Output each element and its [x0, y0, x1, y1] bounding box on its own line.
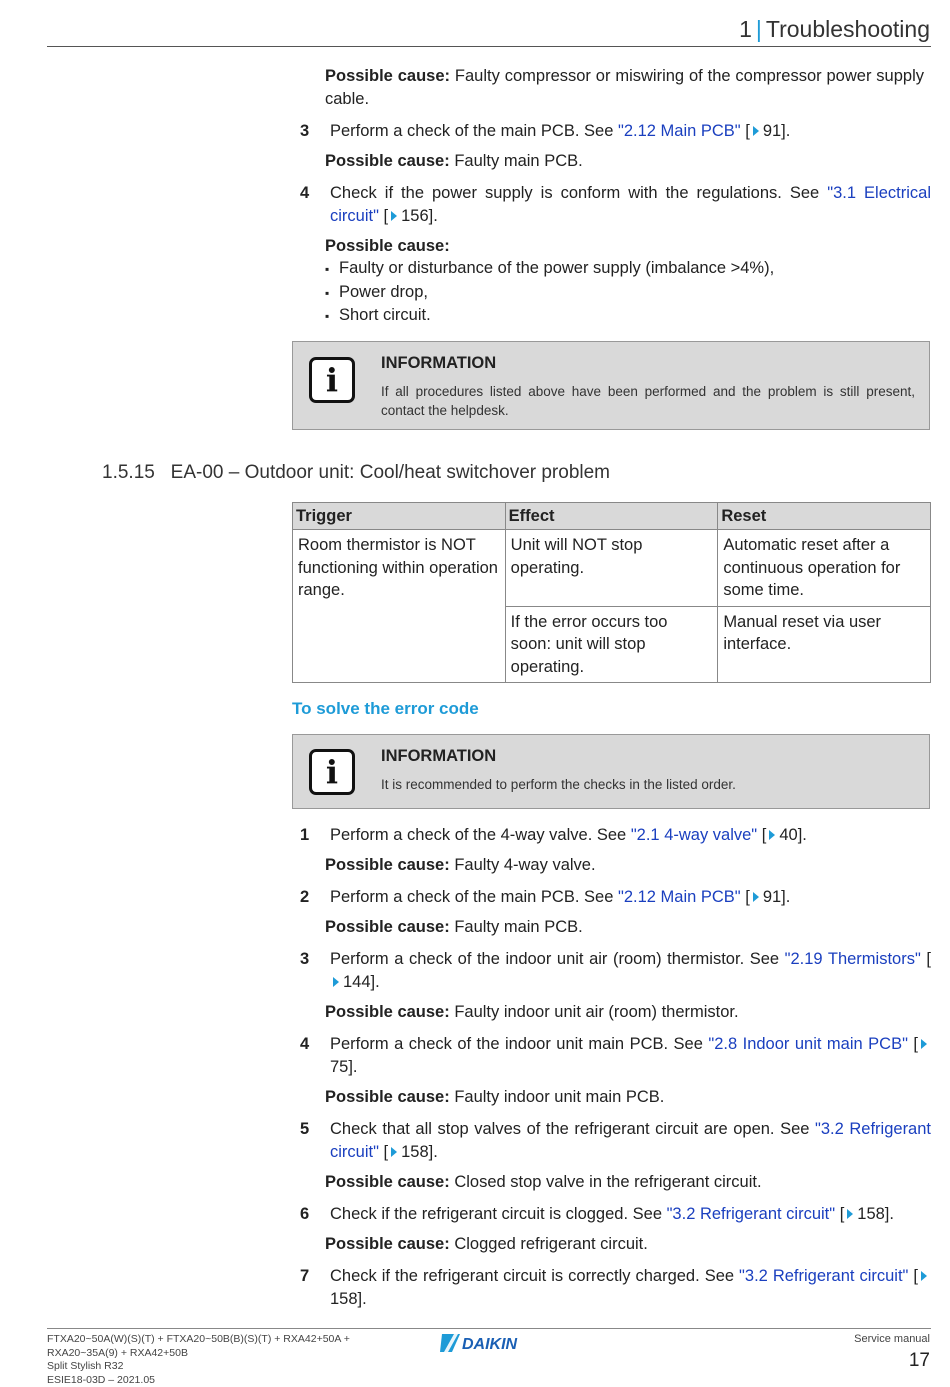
info-title: INFORMATION	[381, 747, 497, 765]
step-text: Perform a check of the indoor unit main PCB. See "2.8 Indoor unit main PCB" [75].	[330, 1033, 931, 1078]
page-arrow-icon	[753, 126, 759, 136]
step-text: Check if the refrigerant circuit is correctly charged. See "3.2 Refrigerant circuit" [158].	[330, 1265, 931, 1310]
page-arrow-icon	[391, 1147, 397, 1157]
header-rule	[47, 46, 931, 47]
column-header: Reset	[718, 503, 931, 530]
page-ref: 91].	[762, 122, 791, 140]
chapter-title: Troubleshooting	[765, 16, 930, 42]
possible-cause	[325, 916, 583, 939]
cause-text: Faulty indoor unit main PCB.	[454, 1088, 665, 1106]
cause-label: Possible cause:	[325, 856, 450, 874]
page-header	[739, 16, 930, 43]
page-ref: 158].	[401, 1142, 438, 1161]
cause-label: Possible cause:	[325, 1003, 450, 1021]
step-text: Check that all stop valves of the refrigerant circuit are open. See "3.2 Refrigerant circuit" [ 158].	[330, 1120, 931, 1161]
cause-text: Closed stop valve in the refrigerant circuit.	[454, 1173, 762, 1191]
step-number: 5	[300, 1120, 310, 1138]
footer-rule	[47, 1328, 931, 1329]
step-number: 4	[300, 184, 310, 202]
list-item: ▪ Power drop,	[325, 281, 774, 305]
section-heading	[102, 462, 610, 484]
cause-label: Possible cause:	[325, 1088, 450, 1106]
section-title: EA-00 – Outdoor unit: Cool/heat switchover problem	[170, 462, 611, 483]
cause-list	[325, 257, 774, 328]
trigger-effect-reset-table	[292, 502, 931, 683]
section-number: 1.5.15	[102, 462, 155, 483]
cause-label: Possible cause:	[325, 1235, 450, 1253]
page-number: 17	[908, 1350, 930, 1371]
cause-label: Possible cause:	[325, 918, 450, 936]
footer-doc-id: ESIE18-03D – 2021.05	[47, 1373, 155, 1386]
link-refrigerant-circuit[interactable]: "3.2 Refrigerant circuit"	[666, 1205, 836, 1223]
page-arrow-icon	[391, 211, 397, 221]
step-text-main: Perform a check of the indoor unit main PCB. See	[330, 1035, 709, 1053]
table-cell: Automatic reset after a continuous operation for some time.	[718, 530, 931, 607]
table-cell: Unit will NOT stop operating.	[505, 530, 718, 607]
step-number: 3	[300, 950, 310, 968]
step-number: 6	[300, 1205, 310, 1223]
possible-cause	[325, 854, 596, 877]
step-text: Perform a check of the main PCB. See "2.12 Main PCB" [ 91].	[330, 122, 791, 140]
chapter-number: 1	[739, 16, 752, 42]
step-text-main: Check if the refrigerant circuit is clogged. See	[330, 1205, 667, 1223]
information-box	[292, 341, 930, 430]
link-4way-valve[interactable]: "2.1 4-way valve"	[630, 826, 758, 844]
step-text-main: Check that all stop valves of the refrigerant circuit are open. See	[330, 1120, 816, 1138]
cause-text: Faulty compressor or miswiring of the compressor power supply cable.	[325, 67, 925, 108]
page-arrow-icon	[921, 1039, 927, 1049]
cause-text: Faulty indoor unit air (room) thermistor.	[454, 1003, 739, 1021]
step-text: Perform a check of the 4-way valve. See "2.1 4-way valve" [ 40].	[330, 826, 807, 844]
daikin-logo	[440, 1332, 540, 1354]
step-text-main: Perform a check of the main PCB. See	[330, 122, 618, 140]
table-row	[293, 530, 931, 607]
step-text-main: Check if the power supply is conform with the regulations. See	[330, 184, 828, 202]
footer-models-line: RXA20~35A(9) + RXA42+50B	[47, 1346, 188, 1359]
cause-label: Possible cause:	[325, 67, 451, 85]
link-electrical-circuit[interactable]: "3.1 Electrical circuit"	[330, 184, 931, 225]
list-item: ▪ Faulty or disturbance of the power supply (imbalance >4%),	[325, 257, 774, 281]
footer-manual: Service manual	[854, 1333, 930, 1345]
cause-label: Possible cause:	[325, 152, 450, 170]
information-icon: i	[309, 749, 355, 795]
page-arrow-icon	[333, 977, 339, 987]
page-arrow-icon	[769, 830, 775, 840]
step-number: 7	[300, 1267, 310, 1285]
column-header: Effect	[505, 503, 718, 530]
link-refrigerant-circuit[interactable]: "3.2 Refrigerant circuit"	[739, 1267, 909, 1285]
table-header-row	[293, 503, 931, 530]
possible-cause-compressor	[325, 65, 924, 110]
information-box	[292, 734, 930, 809]
cause-label: Possible cause:	[325, 237, 450, 255]
step-text-main: Perform a check of the 4-way valve. See	[330, 826, 631, 844]
step-text: Check if the power supply is conform with the regulations. See "3.1 Electrical circuit" [ 156].	[330, 184, 931, 225]
link-main-pcb[interactable]: "2.12 Main PCB"	[617, 888, 741, 906]
page-arrow-icon	[921, 1271, 927, 1281]
possible-cause	[325, 1171, 762, 1194]
table-cell: Room thermistor is NOT functioning within operation range.	[293, 530, 506, 683]
possible-cause	[325, 150, 583, 173]
possible-cause	[325, 1233, 648, 1256]
page-ref: 158].	[857, 1205, 894, 1223]
possible-cause	[325, 1001, 739, 1024]
cause-text: Faulty 4-way valve.	[454, 856, 596, 874]
step-text: Check if the refrigerant circuit is clogged. See "3.2 Refrigerant circuit" [ 158].	[330, 1205, 894, 1223]
page-ref: 158].	[330, 1289, 367, 1308]
info-text: It is recommended to perform the checks in the listed order.	[381, 777, 736, 792]
header-separator: |	[755, 16, 762, 42]
page-arrow-icon	[847, 1209, 853, 1219]
step-number: 1	[300, 826, 310, 844]
page-ref: 75].	[330, 1057, 358, 1076]
link-indoor-unit-main-pcb[interactable]: "2.8 Indoor unit main PCB"	[708, 1035, 908, 1053]
step-number: 3	[300, 122, 310, 140]
info-text: If all procedures listed above have been performed and the problem is still present, contact the helpdesk.	[381, 384, 915, 418]
logo-text: DAIKIN	[462, 1336, 518, 1353]
step-number: 4	[300, 1035, 310, 1053]
step-number: 2	[300, 888, 310, 906]
step-text-main: Check if the refrigerant circuit is correctly charged. See	[330, 1267, 740, 1285]
solve-heading: To solve the error code	[292, 699, 479, 718]
cause-text: Faulty main PCB.	[454, 918, 583, 936]
table-cell: If the error occurs too soon: unit will stop operating.	[505, 606, 718, 683]
page-ref: 144].	[343, 972, 380, 991]
column-header: Trigger	[293, 503, 506, 530]
table-cell: Manual reset via user interface.	[718, 606, 931, 683]
step-text-main: Perform a check of the indoor unit air (room) thermistor. See	[330, 950, 785, 968]
link-main-pcb[interactable]: "2.12 Main PCB"	[617, 122, 741, 140]
footer-product: Split Stylish R32	[47, 1360, 124, 1372]
page-ref: 91].	[762, 888, 791, 906]
page-arrow-icon	[753, 892, 759, 902]
step-text: Perform a check of the main PCB. See "2.12 Main PCB" [ 91].	[330, 888, 791, 906]
list-item: ▪ Short circuit.	[325, 304, 774, 328]
step-text-main: Perform a check of the main PCB. See	[330, 888, 618, 906]
link-thermistors[interactable]: "2.19 Thermistors"	[784, 950, 921, 968]
cause-label: Possible cause:	[325, 1173, 450, 1191]
link-refrigerant-circuit[interactable]: "3.2 Refrigerant circuit"	[330, 1120, 931, 1161]
page-ref: 156].	[401, 206, 438, 225]
step-text: Perform a check of the indoor unit air (room) thermistor. See "2.19 Thermistors" [144].	[330, 950, 931, 991]
footer-models	[47, 1333, 350, 1387]
page-ref: 40].	[779, 826, 807, 844]
possible-cause	[325, 1086, 664, 1109]
information-icon: i	[309, 357, 355, 403]
footer-models-line: FTXA20~50A(W)(S)(T) + FTXA20~50B(B)(S)(T) + RXA42+50A +	[47, 1333, 350, 1345]
info-title: INFORMATION	[381, 354, 497, 372]
cause-text: Clogged refrigerant circuit.	[454, 1235, 648, 1253]
cause-text: Faulty main PCB.	[454, 152, 583, 170]
